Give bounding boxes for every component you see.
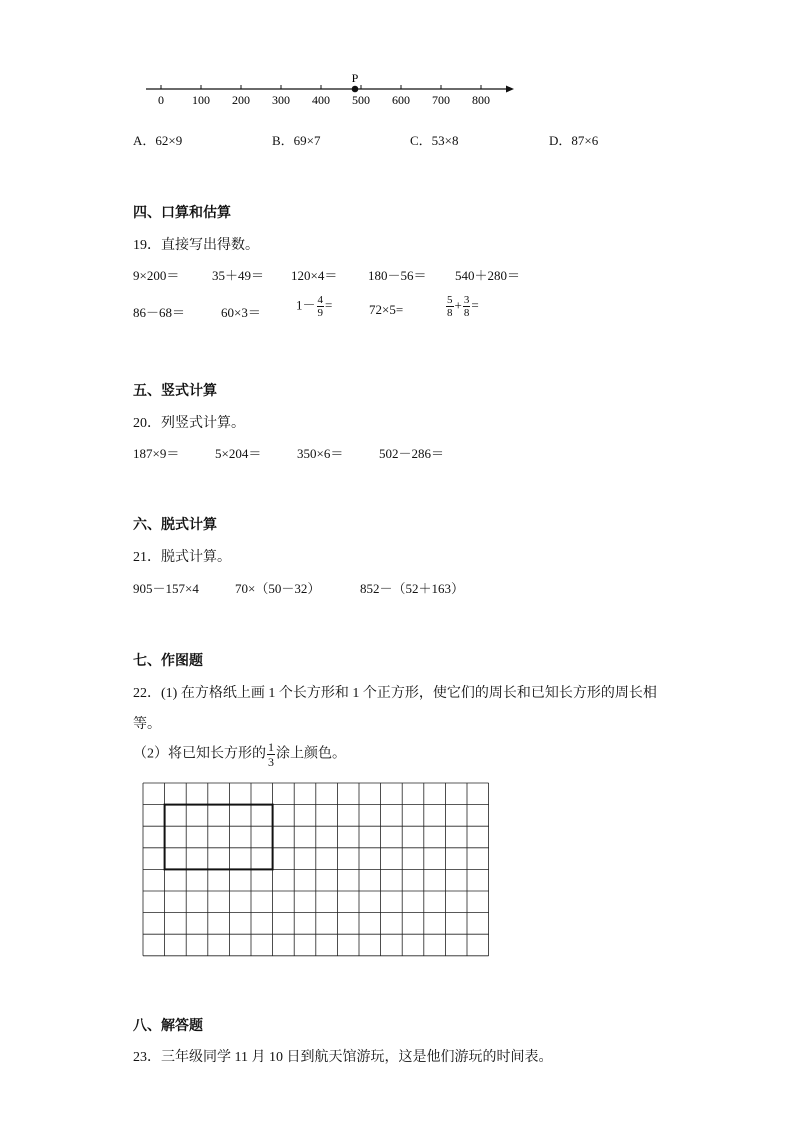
- tick-label: 200: [232, 93, 250, 107]
- option-a: A．62×9: [133, 133, 183, 148]
- mental-calc-8: [296, 294, 332, 319]
- tick-label: 400: [312, 93, 330, 107]
- tick-label: 0: [158, 93, 164, 107]
- point-p-marker: [352, 86, 359, 93]
- fraction-4-9: [317, 294, 325, 319]
- tick-label: 500: [352, 93, 370, 107]
- frac-op: +: [454, 297, 462, 313]
- question-22-part1-cont: 等。: [133, 717, 161, 732]
- section-5-heading: 五、竖式计算: [133, 384, 217, 399]
- point-p-label: P: [351, 71, 359, 85]
- section-6-heading: 六、脱式计算: [133, 518, 217, 533]
- option-c: C．53×8: [410, 133, 459, 148]
- option-d: D．87×6: [549, 133, 599, 148]
- tick-label: 700: [432, 93, 450, 107]
- mental-calc-9: 72×5=: [369, 302, 404, 317]
- fraction-numerator: 3: [463, 294, 470, 306]
- number-line: [140, 66, 530, 116]
- fraction-denominator: 8: [463, 307, 470, 319]
- frac-expr-suffix: =: [471, 297, 479, 313]
- step-calc-2: 70×（50－32）: [235, 581, 321, 596]
- given-rectangle: [165, 805, 273, 870]
- fraction-3-8: [463, 294, 471, 319]
- grid-paper[interactable]: [142, 782, 492, 958]
- fraction-numerator: 4: [317, 294, 324, 306]
- question-20: 20．列竖式计算。: [133, 416, 245, 431]
- mental-calc-4: 180－56＝: [368, 268, 427, 283]
- mental-calc-3: 120×4＝: [291, 268, 338, 283]
- tick-label: 600: [392, 93, 410, 107]
- mental-calc-1: 9×200＝: [133, 268, 180, 283]
- tick-label: 100: [192, 93, 210, 107]
- fraction-denominator: 8: [447, 307, 453, 319]
- question-23: 23．三年级同学 11 月 10 日到航天馆游玩，这是他们游玩的时间表。: [133, 1050, 553, 1065]
- option-b: B．69×7: [272, 133, 321, 148]
- tick-label: 800: [472, 93, 490, 107]
- step-calc-3: 852－（52＋163）: [360, 581, 465, 596]
- frac-expr-suffix: =: [325, 297, 333, 313]
- fraction-5-8: [446, 294, 454, 319]
- frac-expr-prefix: 1－: [296, 297, 316, 313]
- question-19: 19．直接写出得数。: [133, 238, 259, 253]
- question-22-part2: [133, 740, 346, 769]
- vertical-calc-2: 5×204＝: [215, 446, 262, 461]
- fraction-denominator: 9: [317, 307, 324, 319]
- vertical-calc-4: 502－286＝: [379, 446, 445, 461]
- fraction-denominator: 3: [268, 755, 274, 769]
- fraction-numerator: 1: [268, 740, 274, 754]
- fraction-1-3: [267, 740, 275, 769]
- mental-calc-2: 35＋49＝: [212, 268, 265, 283]
- vertical-calc-3: 350×6＝: [297, 446, 344, 461]
- mental-calc-6: 86－68＝: [133, 305, 186, 320]
- question-21: 21．脱式计算。: [133, 550, 231, 565]
- mental-calc-7: 60×3＝: [221, 305, 261, 320]
- question-22-part1: 22．(1) 在方格纸上画 1 个长方形和 1 个正方形，使它们的周长和已知长方形的周长相: [133, 686, 657, 701]
- part2-prefix: （2）将已知长方形的: [133, 746, 266, 762]
- vertical-calc-1: 187×9＝: [133, 446, 180, 461]
- section-8-heading: 八、解答题: [133, 1019, 203, 1034]
- section-7-heading: 七、作图题: [133, 654, 203, 669]
- fraction-numerator: 5: [447, 294, 453, 306]
- part2-suffix: 涂上颜色。: [276, 746, 346, 762]
- step-calc-1: 905－157×4: [133, 581, 199, 596]
- mental-calc-10: [445, 294, 479, 319]
- tick-label: 300: [272, 93, 290, 107]
- section-4-heading: 四、口算和估算: [133, 206, 231, 221]
- mental-calc-5: 540＋280＝: [455, 268, 521, 283]
